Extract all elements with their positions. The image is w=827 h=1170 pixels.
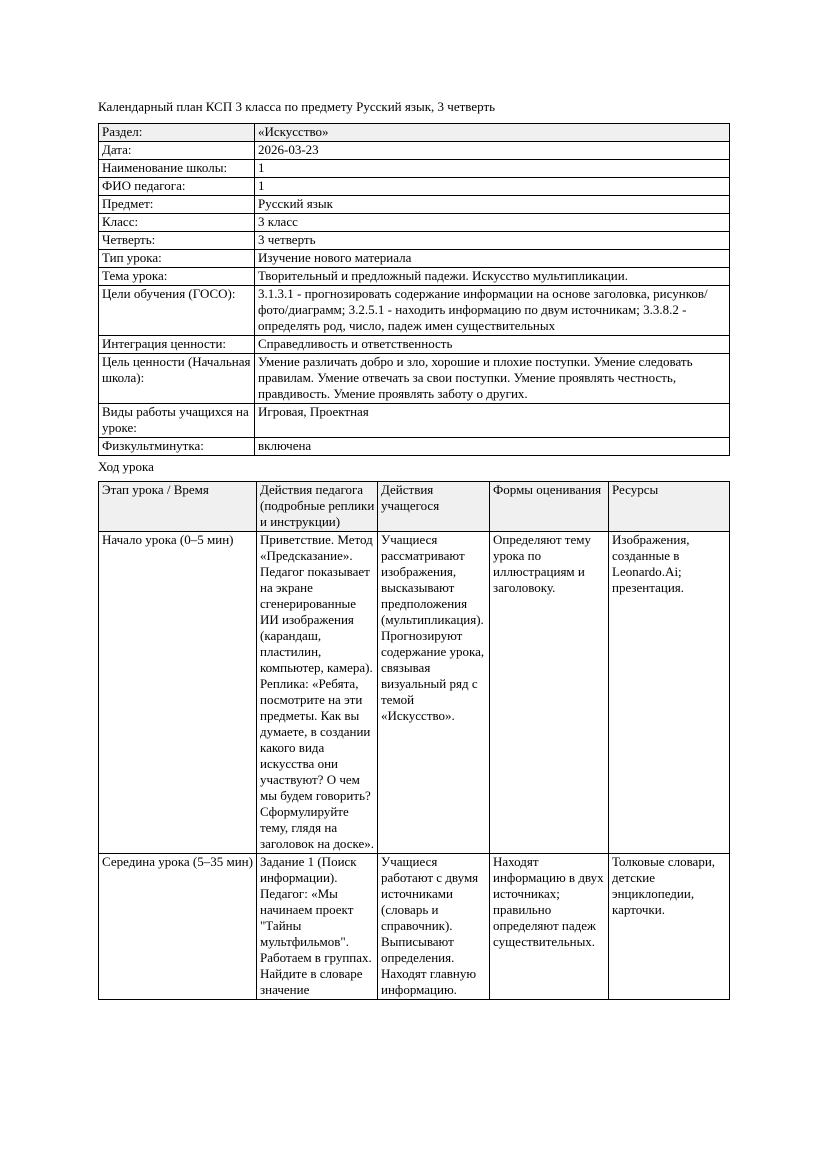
info-value: 1 xyxy=(255,160,730,178)
info-value: 3 класс xyxy=(255,214,730,232)
resources-cell: Изображения, созданные в Leonardo.Ai; презентация. xyxy=(609,532,730,854)
teacher-actions-cell: Приветствие. Метод «Предсказание». Педагог показывает на экране сгенерированные ИИ изображения (карандаш, пластилин, компьютер, камера). Реплика: «Ребята, посмотрите на эти предметы. Как вы думаете, в создании какого вида искусства они участвуют? О чем мы будем говорить? Сформулируйте тему, глядя на заголовок на доске». xyxy=(257,532,378,854)
info-label: Виды работы учащихся на уроке: xyxy=(99,404,255,438)
info-row xyxy=(99,124,730,142)
info-value: 1 xyxy=(255,178,730,196)
info-label: Тип урока: xyxy=(99,250,255,268)
stage-cell: Середина урока (5–35 мин) xyxy=(99,854,257,1000)
info-label: Физкультминутка: xyxy=(99,438,255,456)
info-value: Игровая, Проектная xyxy=(255,404,730,438)
info-value: 2026-03-23 xyxy=(255,142,730,160)
info-row xyxy=(99,196,730,214)
info-label: Цель ценности (Начальная школа): xyxy=(99,354,255,404)
info-row xyxy=(99,142,730,160)
teacher-actions-cell: Задание 1 (Поиск информации). Педагог: «Мы начинаем проект "Тайны мультфильмов". Работаем в группах. Найдите в словаре значение xyxy=(257,854,378,1000)
student-actions-cell: Учащиеся рассматривают изображения, высказывают предположения (мультипликация). Прогнозируют содержание урока, связывая визуальный ряд с темой «Искусство». xyxy=(378,532,490,854)
info-label: Дата: xyxy=(99,142,255,160)
info-label: Наименование школы: xyxy=(99,160,255,178)
info-row xyxy=(99,178,730,196)
info-value: Русский язык xyxy=(255,196,730,214)
student-actions-cell: Учащиеся работают с двумя источниками (словарь и справочник). Выписывают определения. Находят главную информацию. xyxy=(378,854,490,1000)
info-label: Предмет: xyxy=(99,196,255,214)
info-value: Изучение нового материала xyxy=(255,250,730,268)
info-row xyxy=(99,438,730,456)
info-label: ФИО педагога: xyxy=(99,178,255,196)
section-heading: Ход урока xyxy=(98,459,154,474)
stage-cell: Начало урока (0–5 мин) xyxy=(99,532,257,854)
info-label: Четверть: xyxy=(99,232,255,250)
info-value: Умение различать добро и зло, хорошие и плохие поступки. Умение следовать правилам. Умение отвечать за свои поступки. Умение проявлять честность, правдивость. Умение проявлять заботу о других. xyxy=(255,354,730,404)
info-label: Тема урока: xyxy=(99,268,255,286)
info-row xyxy=(99,250,730,268)
lesson-row xyxy=(99,854,730,1000)
lesson-row xyxy=(99,532,730,854)
info-label: Цели обучения (ГОСО): xyxy=(99,286,255,336)
info-row xyxy=(99,268,730,286)
header-teacher-actions: Действия педагога (подробные реплики и инструкции) xyxy=(257,482,378,532)
document-title: Календарный план КСП 3 класса по предмету Русский язык, 3 четверть xyxy=(98,99,496,114)
header-resources: Ресурсы xyxy=(609,482,730,532)
info-value: 3.1.3.1 - прогнозировать содержание информации на основе заголовка, рисунков/фото/диаграмм; 3.2.5.1 - находить информацию по двум источникам; 3.3.8.2 - определять род, число, падеж имен существительных xyxy=(255,286,730,336)
info-label: Интеграция ценности: xyxy=(99,336,255,354)
header-student-actions: Действия учащегося xyxy=(378,482,490,532)
header-stage: Этап урока / Время xyxy=(99,482,257,532)
info-row xyxy=(99,336,730,354)
resources-cell: Толковые словари, детские энциклопедии, карточки. xyxy=(609,854,730,1000)
info-value: 3 четверть xyxy=(255,232,730,250)
info-value: Справедливость и ответственность xyxy=(255,336,730,354)
info-row xyxy=(99,286,730,336)
info-label: Класс: xyxy=(99,214,255,232)
info-row xyxy=(99,354,730,404)
lesson-info-table xyxy=(98,123,730,456)
header-assessment: Формы оценивания xyxy=(490,482,609,532)
info-value: включена xyxy=(255,438,730,456)
info-row xyxy=(99,404,730,438)
info-row xyxy=(99,232,730,250)
document-page xyxy=(98,99,730,1000)
info-row xyxy=(99,214,730,232)
info-value: Творительный и предложный падежи. Искусство мультипликации. xyxy=(255,268,730,286)
assessment-cell: Определяют тему урока по иллюстрациям и заголовоку. xyxy=(490,532,609,854)
info-row xyxy=(99,160,730,178)
info-value: «Искусство» xyxy=(255,124,730,142)
info-label: Раздел: xyxy=(99,124,255,142)
lesson-flow-table xyxy=(98,481,730,1000)
lesson-table-header-row xyxy=(99,482,730,532)
assessment-cell: Находят информацию в двух источниках; правильно определяют падеж существительных. xyxy=(490,854,609,1000)
